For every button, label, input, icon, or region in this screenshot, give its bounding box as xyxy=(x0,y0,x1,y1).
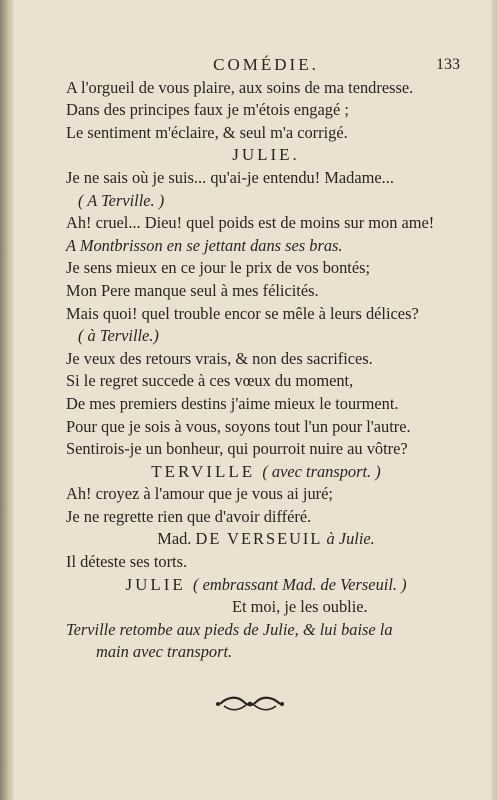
speaker-name: JULIE xyxy=(125,574,186,594)
verse-line: Mon Pere manque seul à mes félicités. xyxy=(66,280,319,300)
verse-line: Sentirois-je un bonheur, qui pourroit nuire au vôtre? xyxy=(66,439,408,459)
speaker-name: DE VERSEUIL xyxy=(195,529,323,549)
verse-line: Je sens mieux en ce jour le prix de vos bontés; xyxy=(66,258,371,278)
verse-line: Pour que je sois à vous, soyons tout l'un pour l'autre. xyxy=(66,416,411,436)
page-number: 133 xyxy=(436,56,460,73)
stage-direction: ( A Terville. ) xyxy=(78,190,165,210)
verse-line: Je ne sais où je suis... qu'ai-je entendu! Madame... xyxy=(66,167,394,187)
speaker-terville xyxy=(66,461,466,484)
stage-direction: main avec transport. xyxy=(96,642,233,662)
speaker-name: TERVILLE xyxy=(151,461,256,481)
running-head-title: COMÉDIE. xyxy=(213,55,319,74)
verse-line: De mes premiers destins j'aime mieux le tourment. xyxy=(66,393,399,413)
stage-direction: A Montbrisson en se jettant dans ses bras. xyxy=(66,235,343,255)
verse-line: Mais quoi! quel trouble encor se mêle à leurs délices? xyxy=(66,303,419,323)
speaker-prefix: Mad. xyxy=(157,529,192,549)
stage-direction: ( à Terville.) xyxy=(78,326,159,346)
speaker-julie: JULIE. xyxy=(232,145,300,165)
speaker-julie-2 xyxy=(66,574,466,597)
verse-line: Je ne regrette rien que d'avoir différé. xyxy=(66,506,312,526)
stage-direction: ( embrassant Mad. de Verseuil. ) xyxy=(193,574,407,594)
page-text xyxy=(66,54,466,664)
verse-line: Ah! croyez à l'amour que je vous ai juré; xyxy=(66,484,333,504)
verse-line: Ah! cruel... Dieu! quel poids est de moins sur mon ame! xyxy=(66,213,435,233)
stage-direction: à Julie. xyxy=(326,529,375,549)
stage-direction: Terville retombe aux pieds de Julie, & lui baise la xyxy=(66,619,393,639)
verse-line: Dans des principes faux je m'étois engagé ; xyxy=(66,100,349,120)
stage-direction: ( avec transport. ) xyxy=(262,461,381,481)
verse-line: Si le regret succede à ces vœux du moment, xyxy=(66,371,354,391)
verse-line: Le sentiment m'éclaire, & seul m'a corrigé. xyxy=(66,122,348,142)
verse-line: Il déteste ses torts. xyxy=(66,552,188,572)
page-gutter xyxy=(0,0,14,800)
page-edge xyxy=(491,0,497,800)
verse-line: A l'orgueil de vous plaire, aux soins de ma tendresse. xyxy=(66,77,414,97)
verse-line: Et moi, je les oublie. xyxy=(232,597,368,617)
running-head xyxy=(66,54,466,77)
verse-line: Je veux des retours vrais, & non des sacrifices. xyxy=(66,348,373,368)
speaker-verseuil xyxy=(66,528,466,551)
tailpiece-ornament-icon xyxy=(210,692,290,716)
